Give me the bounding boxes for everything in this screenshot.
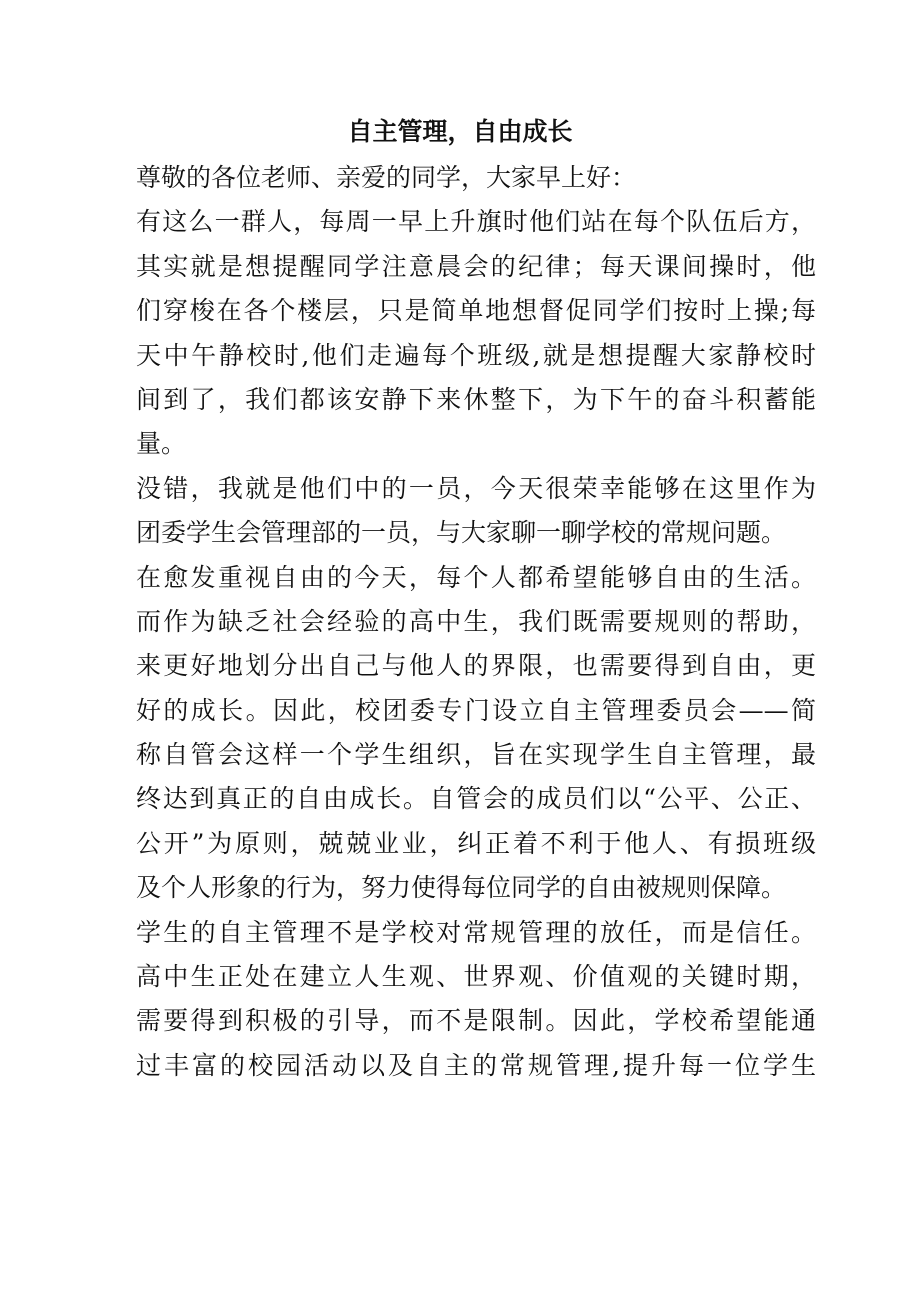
- paragraph-1-line-5: 间到了，我们都该安静下来休整下，为下午的奋斗积蓄能: [136, 384, 816, 414]
- paragraph-3-line-7: 公开”为原则，兢兢业业，纠正着不利于他人、有损班级: [136, 828, 816, 858]
- paragraph-3-line-3: 来更好地划分出自己与他人的界限，也需要得到自由，更: [136, 651, 816, 681]
- paragraph-3-line-8: 及个人形象的行为，努力使得每位同学的自由被规则保障。: [136, 873, 787, 903]
- paragraph-4-line-1: 学生的自主管理不是学校对常规管理的放任，而是信任。: [136, 917, 816, 947]
- paragraph-1-line-6: 量。: [136, 429, 187, 459]
- paragraph-2-line-2: 团委学生会管理部的一员，与大家聊一聊学校的常规问题。: [136, 518, 787, 548]
- paragraph-1-line-3: 们穿梭在各个楼层，只是简单地想督促同学们按时上操;每: [136, 296, 816, 326]
- paragraph-3-line-2: 而作为缺乏社会经验的高中生，我们既需要规则的帮助，: [136, 606, 816, 636]
- paragraph-1-line-4: 天中午静校时,他们走遍每个班级,就是想提醒大家静校时: [136, 340, 816, 370]
- document-body: [136, 156, 816, 1088]
- paragraph-3-line-1: 在愈发重视自由的今天，每个人都希望能够自由的生活。: [136, 562, 816, 592]
- paragraph-2-line-1: 没错，我就是他们中的一员，今天很荣幸能够在这里作为: [136, 473, 816, 503]
- paragraph-4-line-2: 高中生正处在建立人生观、世界观、价值观的关键时期，: [136, 962, 816, 992]
- paragraph-3-line-6: 终达到真正的自由成长。自管会的成员们以“公平、公正、: [136, 784, 816, 814]
- paragraph-4-line-3: 需要得到积极的引导，而不是限制。因此，学校希望能通: [136, 1006, 816, 1036]
- greeting-line: 尊敬的各位老师、亲爱的同学，大家早上好：: [136, 163, 637, 192]
- paragraph-3-line-4: 好的成长。因此，校团委专门设立自主管理委员会——简: [136, 695, 816, 725]
- paragraph-1-line-2: 其实就是想提醒同学注意晨会的纪律；每天课间操时，他: [136, 251, 816, 281]
- paragraph-4-line-4: 过丰富的校园活动以及自主的常规管理,提升每一位学生: [136, 1050, 816, 1080]
- paragraph-3-line-5: 称自管会这样一个学生组织，旨在实现学生自主管理，最: [136, 740, 816, 770]
- paragraph-1-line-1: 有这么一群人，每周一早上升旗时他们站在每个队伍后方，: [136, 207, 816, 237]
- document-title: 自主管理，自由成长: [347, 117, 573, 146]
